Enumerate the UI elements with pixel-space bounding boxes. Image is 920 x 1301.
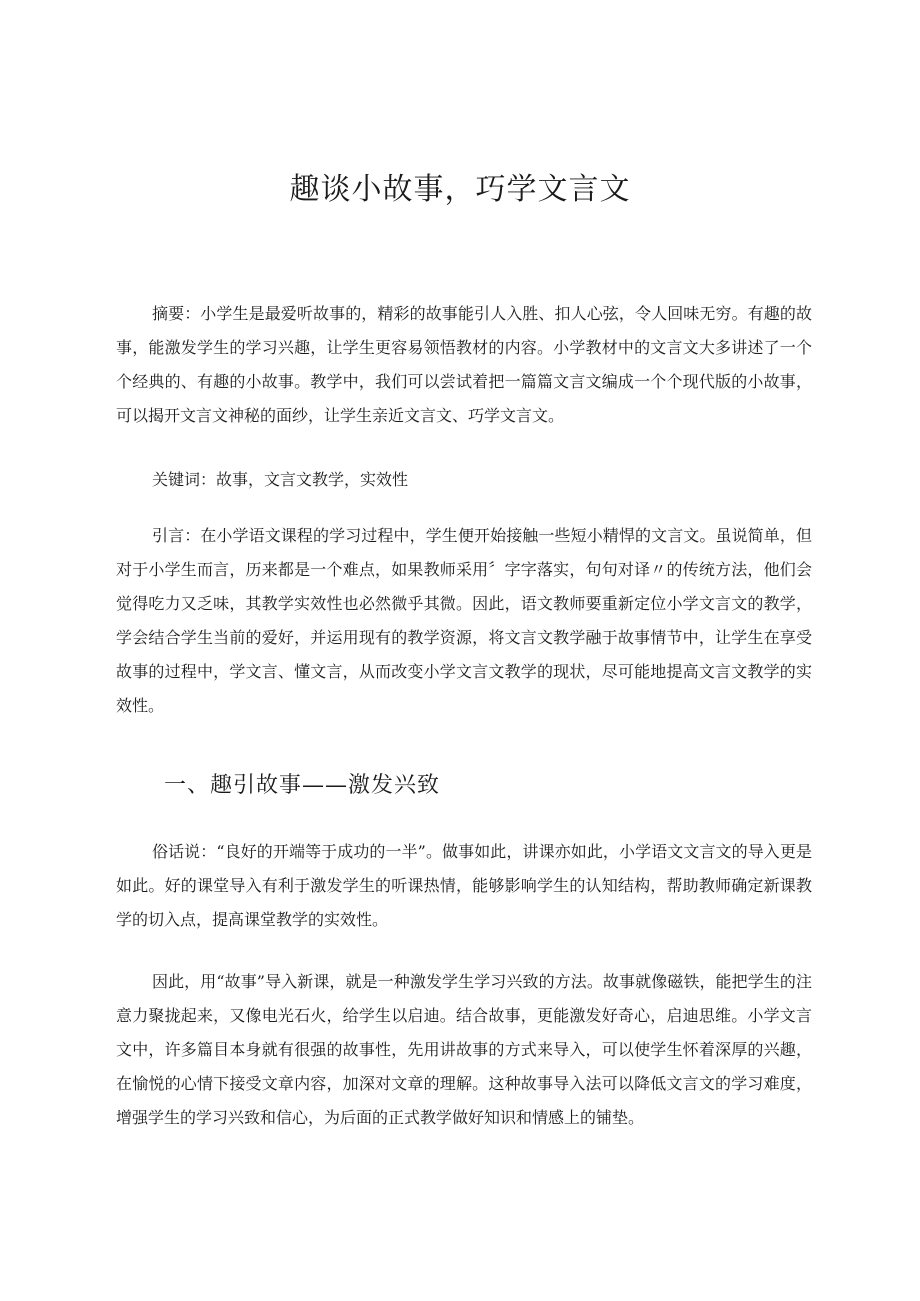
intro-paragraph: 引言：在小学语文课程的学习过程中，学生便开始接触一些短小精悍的文言文。虽说简单，但对于小学生而言，历来都是一个难点，如果教师采用〞字字落实，句句对译〃的传统方法，他们会觉得吃力又乏味，其教学实效性也必然微乎其微。因此，语文教师要重新定位小学文言文的教学，学会结合学生当前的爱好，并运用现有的教学资源，将文言文教学融于故事情节中，让学生在享受故事的过程中，学文言、懂文言，从而改变小学文言文教学的现状，尽可能地提高文言文教学的实效性。 bbox=[116, 526, 812, 715]
section-heading: 一、趣引故事——激发兴致 bbox=[164, 773, 441, 798]
keywords-paragraph: 关键词：故事，文言文教学，实效性 bbox=[152, 470, 409, 489]
section-paragraph-2: 因此，用“故事”导入新课，就是一种激发学生学习兴致的方法。故事就像磁铁，能把学生的注意力聚拢起来，又像电光石火，给学生以启迪。结合故事，更能激发好奇心，启迪思维。小学文言文中，许多篇目本身就有很强的故事性，先用讲故事的方式来导入，可以使学生怀着深厚的兴趣，在愉悦的心情下接受文章内容，加深对文章的理解。这种故事导入法可以降低文言文的学习难度，增强学生的学习兴致和信心，为后面的正式教学做好知识和情感上的铺垫。 bbox=[116, 972, 812, 1127]
abstract-paragraph: 摘要：小学生是最爱听故事的，精彩的故事能引人入胜、扣人心弦，令人回味无穷。有趣的故事，能激发学生的学习兴趣，让学生更容易领悟教材的内容。小学教材中的文言文大多讲述了一个个经典的、有趣的小故事。教学中，我们可以尝试着把一篇篇文言文编成一个个现代版的小故事，可以揭开文言文神秘的面纱，让学生亲近文言文、巧学文言文。 bbox=[116, 304, 812, 425]
section-paragraph-1: 俗话说：“良好的开端等于成功的一半”。做事如此，讲课亦如此，小学语文文言文的导入更是如此。好的课堂导入有利于激发学生的听课热情，能够影响学生的认知结构，帮助教师确定新课教学的切入点，提高课堂教学的实效性。 bbox=[116, 842, 812, 929]
document-title: 趣谈小故事，巧学文言文 bbox=[289, 172, 631, 207]
